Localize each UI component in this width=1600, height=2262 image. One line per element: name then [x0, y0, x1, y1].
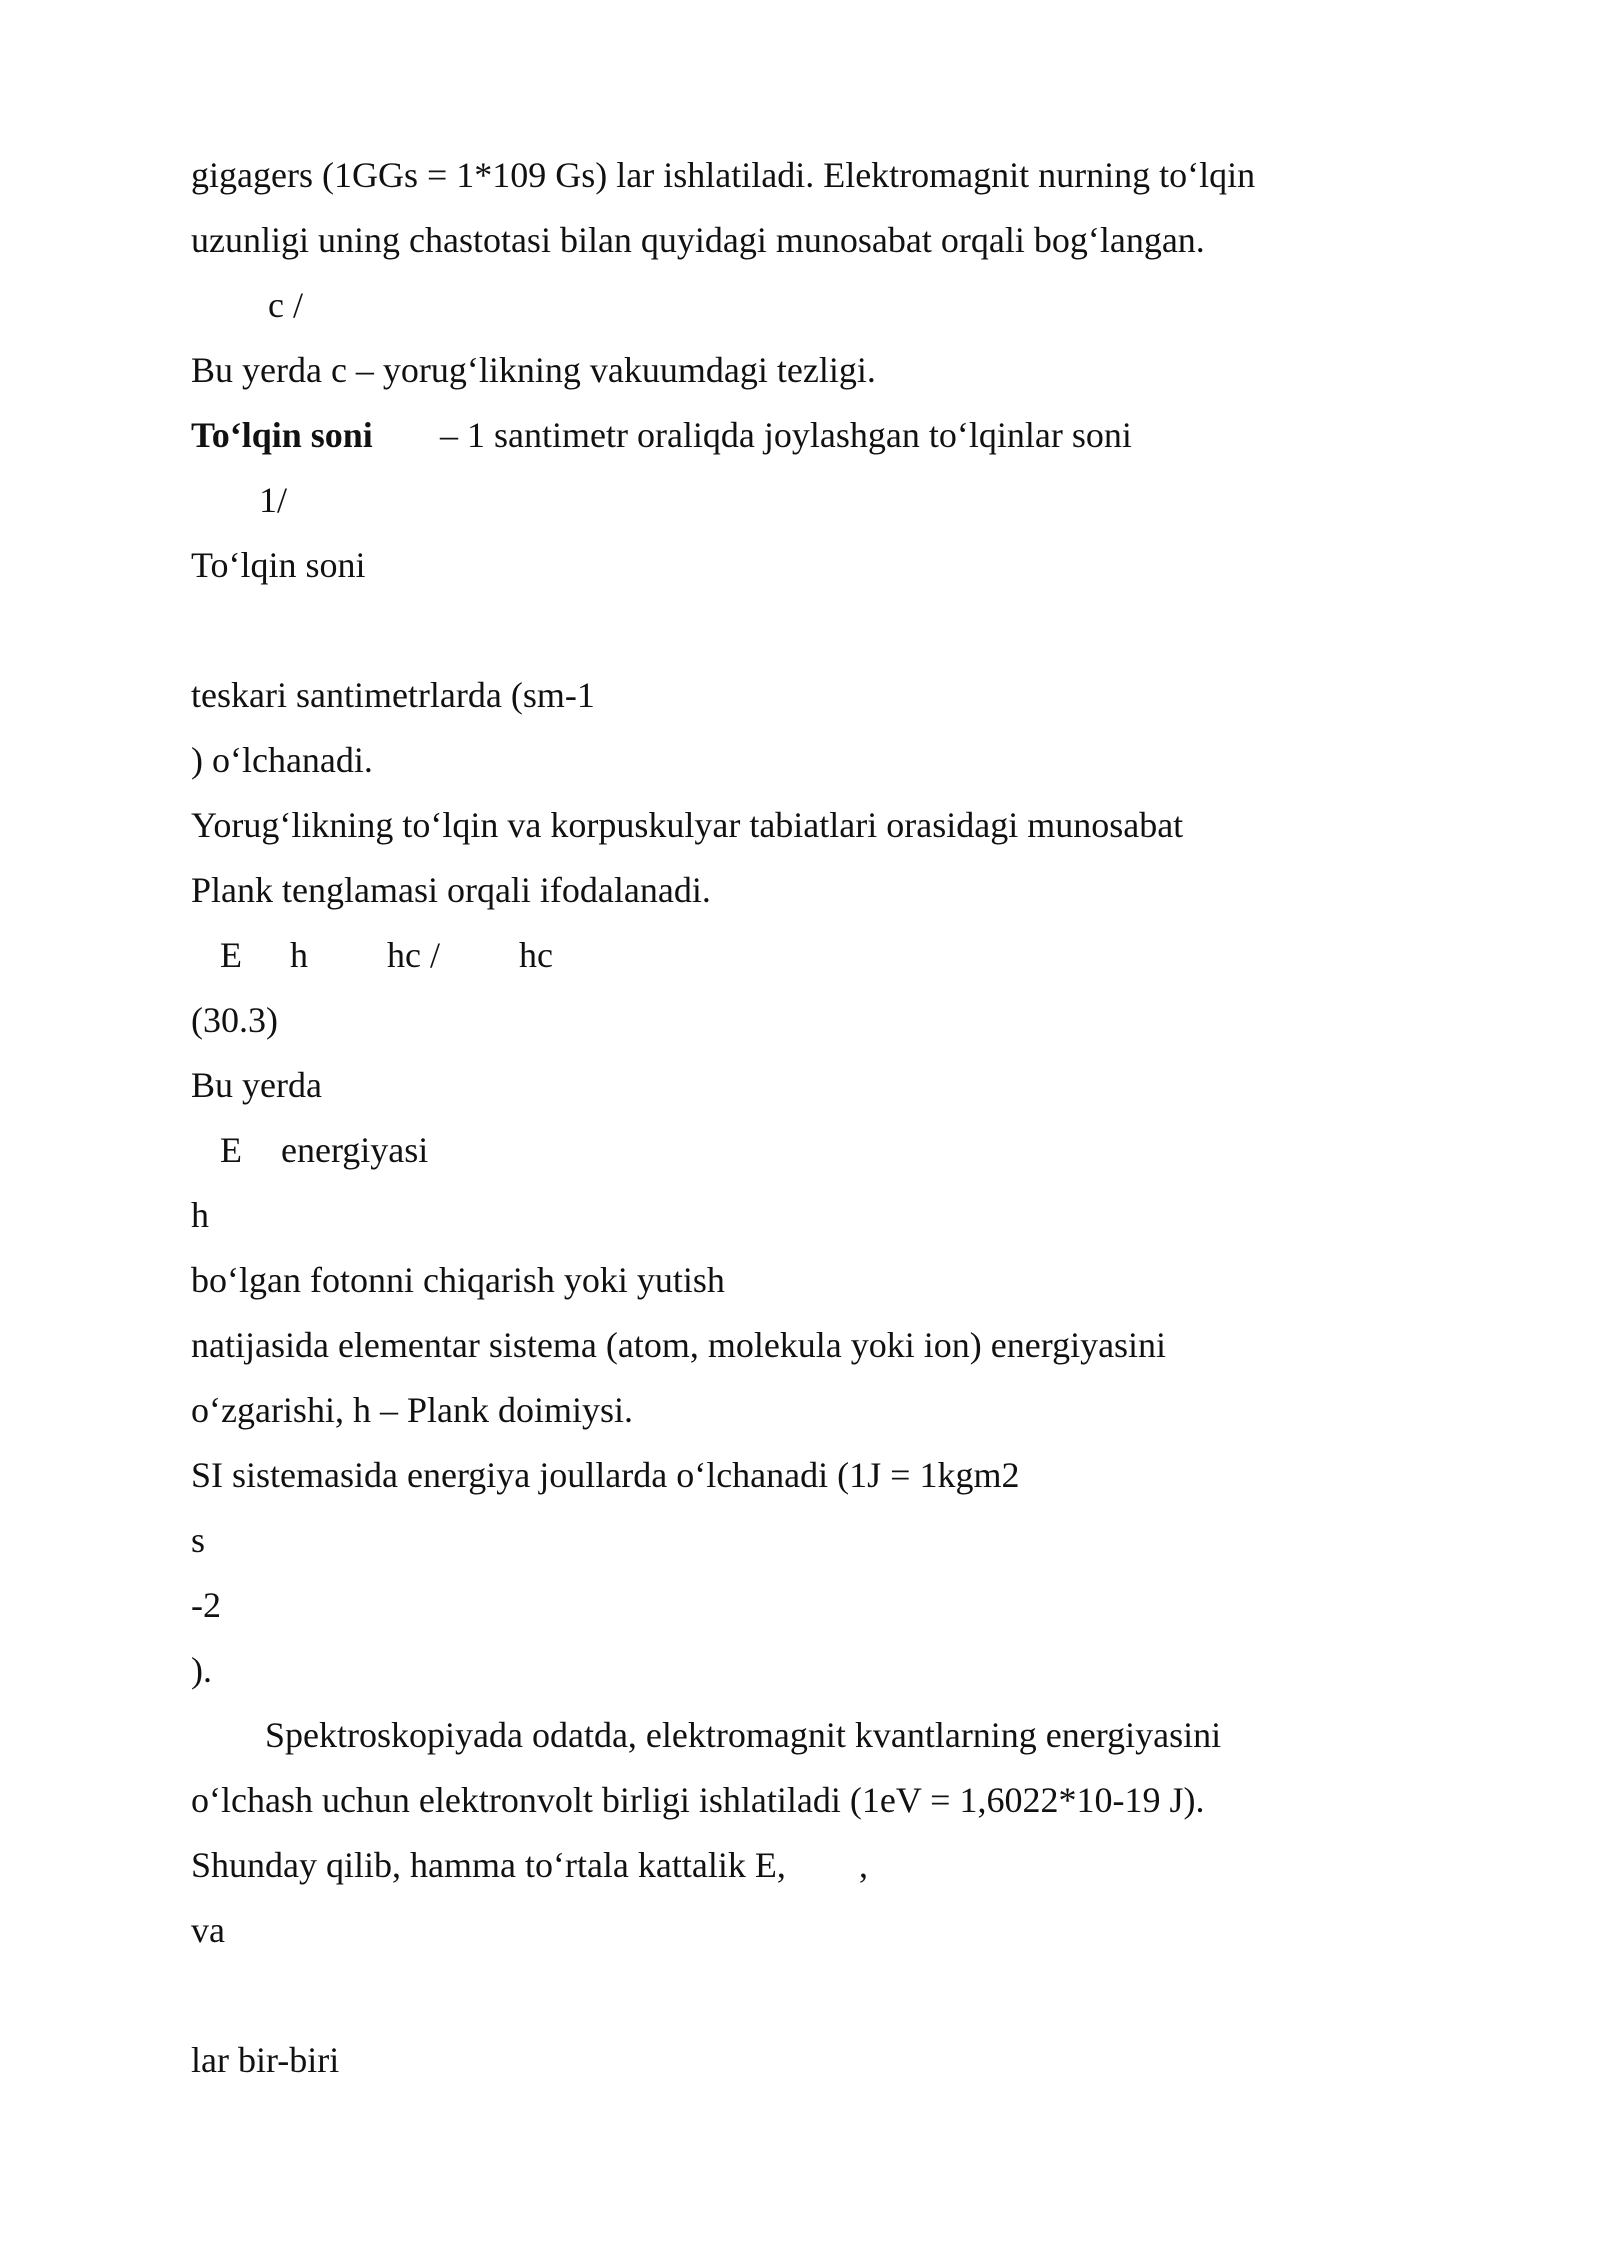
formula-term: h: [290, 935, 308, 975]
text-line: Yorug‘likning to‘lqin va korpuskulyar tabiatlari orasidagi munosabat: [191, 805, 1184, 845]
text-line: Bu yerda: [191, 1065, 322, 1105]
text-line: s: [191, 1520, 206, 1560]
text-line: SI sistemasida energiya joullarda o‘lchanadi (1J = 1kgm2: [191, 1455, 1020, 1495]
text-line: gigagers (1GGs = 1*109 Gs) lar ishlatiladi. Elektromagnit nurning to‘lqin: [191, 155, 1256, 195]
formula-wave-number: 1/: [259, 480, 288, 520]
formula-term: hc /: [387, 935, 440, 975]
formula-term: E: [220, 935, 242, 975]
text-line: energiyasi: [281, 1130, 429, 1170]
text-line: va: [191, 1910, 225, 1950]
text-line: Bu yerda c – yorug‘likning vakuumdagi tezligi.: [191, 350, 876, 390]
text-line: o‘zgarishi, h – Plank doimiysi.: [191, 1390, 633, 1430]
text-line: To‘lqin soni: [191, 545, 366, 585]
text-line: teskari santimetrlarda (sm-1: [191, 675, 595, 715]
text-line: ).: [191, 1650, 212, 1690]
text-line: natijasida elementar sistema (atom, molekula yoki ion) energiyasini: [191, 1325, 1167, 1365]
text-line: Shunday qilib, hamma to‘rtala kattalik E,: [191, 1845, 786, 1885]
text-line: – 1 santimetr oraliqda joylashgan to‘lqinlar soni: [440, 415, 1132, 455]
text-line: bo‘lgan fotonni chiqarish yoki yutish: [191, 1260, 725, 1300]
text-line: ) o‘lchanadi.: [191, 740, 373, 780]
text-line: o‘lchash uchun elektronvolt birligi ishlatiladi (1eV = 1,6022*10-19 J).: [191, 1780, 1205, 1820]
text-line: Spektroskopiyada odatda, elektromagnit kvantlarning energiyasini: [265, 1715, 1222, 1755]
formula-term: hc: [519, 935, 553, 975]
formula-wavelength: c /: [268, 285, 303, 325]
text-line: lar bir-biri: [191, 2040, 340, 2080]
term-wave-number: To‘lqin soni: [191, 415, 373, 455]
text-line: h: [191, 1195, 209, 1235]
formula-term: E: [220, 1130, 242, 1170]
text-line: uzunligi uning chastotasi bilan quyidagi munosabat orqali bog‘langan.: [191, 220, 1205, 260]
text-line: Plank tenglamasi orqali ifodalanadi.: [191, 870, 711, 910]
text-line: ,: [859, 1845, 868, 1885]
equation-number: (30.3): [191, 1000, 278, 1040]
text-line: -2: [191, 1585, 221, 1625]
